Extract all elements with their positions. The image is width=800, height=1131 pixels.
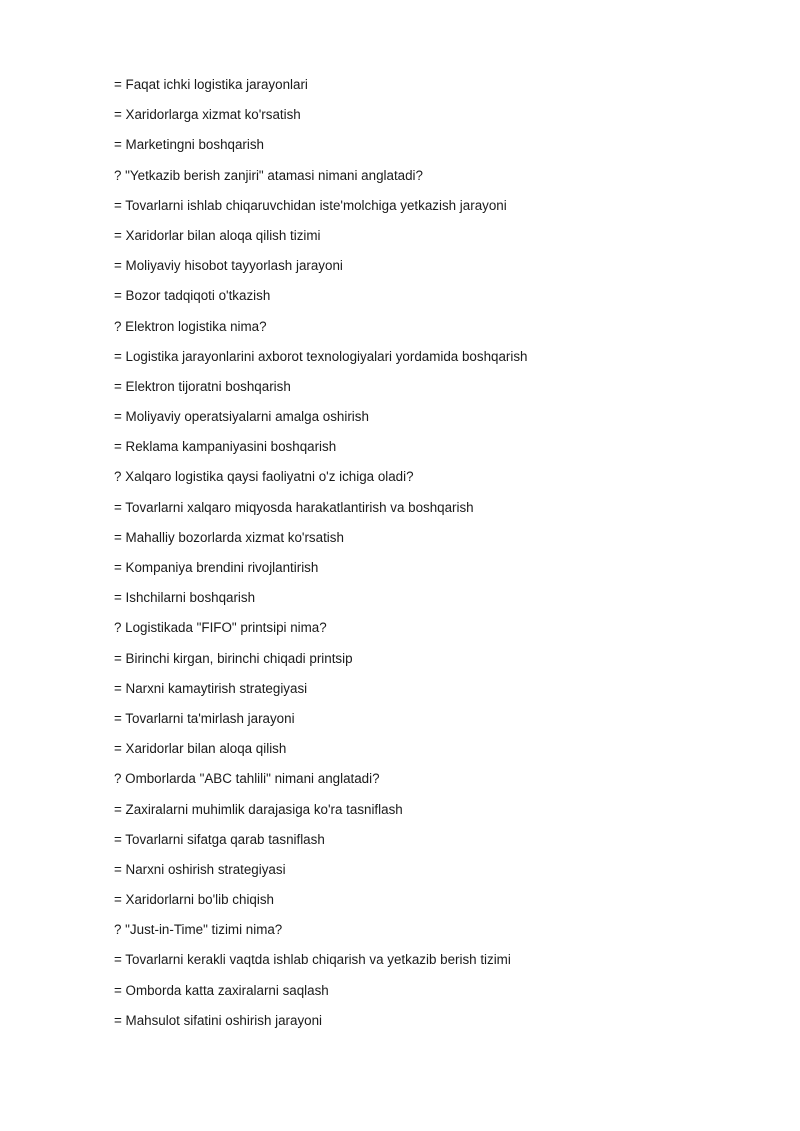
answer-option-line: = Tovarlarni ta'mirlash jarayoni [114,710,295,726]
answer-option-line: = Tovarlarni kerakli vaqtda ishlab chiqarish va yetkazib berish tizimi [114,952,511,968]
answer-option-line: = Reklama kampaniyasini boshqarish [114,439,337,455]
answer-option-line: = Moliyaviy operatsiyalarni amalga oshirish [114,409,369,425]
answer-option-line: = Mahalliy bozorlarda xizmat ko'rsatish [114,529,344,545]
question-line: ? Omborlarda "ABC tahlili" nimani anglatadi? [114,771,380,787]
answer-option-line: = Marketingni boshqarish [114,137,264,153]
answer-option-line: = Mahsulot sifatini oshirish jarayoni [114,1012,323,1028]
question-answer-list [114,75,774,1041]
question-line: ? Logistikada "FIFO" printsipi nima? [114,620,327,636]
answer-option-line: = Moliyaviy hisobot tayyorlash jarayoni [114,258,343,274]
answer-option-line: = Tovarlarni xalqaro miqyosda harakatlantirish va boshqarish [114,499,474,515]
answer-option-line: = Logistika jarayonlarini axborot texnologiyalari yordamida boshqarish [114,348,528,364]
answer-option-line: = Tovarlarni ishlab chiqaruvchidan iste'molchiga yetkazish jarayoni [114,197,507,213]
answer-option-line: = Narxni oshirish strategiyasi [114,861,286,877]
answer-option-line: = Xaridorlar bilan aloqa qilish [114,741,287,757]
answer-option-line: = Kompaniya brendini rivojlantirish [114,560,319,575]
answer-option-line: = Faqat ichki logistika jarayonlari [114,77,308,92]
question-line: ? Elektron logistika nima? [114,318,267,334]
answer-option-line: = Elektron tijoratni boshqarish [114,378,291,394]
answer-option-line: = Narxni kamaytirish strategiyasi [114,680,308,696]
answer-option-line: = Tovarlarni sifatga qarab tasniflash [114,831,325,847]
question-line: ? "Just-in-Time" tizimi nima? [114,922,283,938]
answer-option-line: = Xaridorlar bilan aloqa qilish tizimi [114,227,321,243]
answer-option-line: = Omborda katta zaxiralarni saqlash [114,982,329,998]
question-line: ? Xalqaro logistika qaysi faoliyatni o'z ichiga oladi? [114,469,414,485]
answer-option-line: = Bozor tadqiqoti o'tkazish [114,288,271,304]
answer-option-line: = Xaridorlarga xizmat ko'rsatish [114,107,301,123]
answer-option-line: = Zaxiralarni muhimlik darajasiga ko'ra tasniflash [114,801,403,817]
answer-option-line: = Xaridorlarni bo'lib chiqish [114,892,274,908]
answer-option-line: = Ishchilarni boshqarish [114,590,256,606]
question-line: ? "Yetkazib berish zanjiri" atamasi nimani anglatadi? [114,167,423,183]
answer-option-line: = Birinchi kirgan, birinchi chiqadi printsip [114,650,353,666]
